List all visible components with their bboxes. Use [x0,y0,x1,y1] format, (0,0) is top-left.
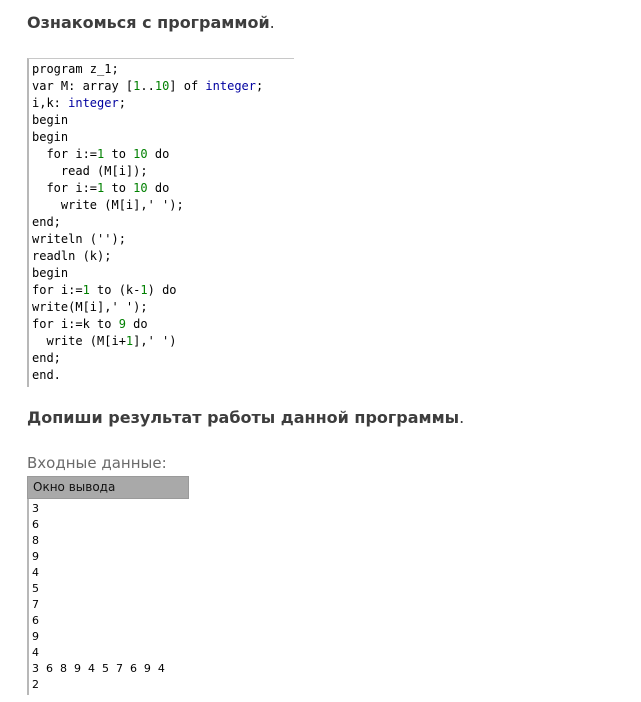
output-line: 9 [32,630,39,643]
intro-heading-dot: . [269,13,275,32]
code-line: end; [32,215,61,229]
output-line: 4 [32,566,39,579]
code-line: writeln (''); [32,232,126,246]
task-heading-dot: . [459,408,465,427]
output-line: 2 [32,678,39,691]
output-line: 6 [32,518,39,531]
output-line: 7 [32,598,39,611]
code-listing [27,58,294,387]
output-window-header [27,476,189,499]
code-line: begin [32,266,69,280]
output-line: 9 [32,550,39,563]
task-heading [27,408,464,427]
code-line: end; [32,351,61,365]
output-window-body [27,499,191,695]
code-line: for i:=k to 9 do [32,317,148,331]
code-line: read (M[i]); [32,164,148,178]
task-heading-text: Допиши результат работы данной программы [27,408,460,427]
intro-heading-text: Ознакомься с программой [27,13,270,32]
code-line: var M: array [1..10] of integer; [32,79,264,93]
output-line: 3 6 8 9 4 5 7 6 9 4 [32,662,165,675]
code-line: begin [32,113,69,127]
code-line: program z_1; [32,62,119,76]
code-line: begin [32,130,69,144]
output-line: 6 [32,614,39,627]
output-line: 5 [32,582,39,595]
code-line: for i:=1 to 10 do [32,181,170,195]
code-line: write (M[i],' '); [32,198,184,212]
output-line: 4 [32,646,39,659]
code-line: i,k: integer; [32,96,126,110]
output-line: 8 [32,534,39,547]
code-line: write (M[i+1],' ') [32,334,177,348]
code-line: for i:=1 to 10 do [32,147,170,161]
code-line: for i:=1 to (k-1) do [32,283,177,297]
input-data-label: Входные данные: [27,454,167,472]
code-line: write(M[i],' '); [32,300,148,314]
output-window-title: Окно вывода [33,480,116,494]
code-line: end. [32,368,61,382]
intro-heading [27,13,275,32]
output-line: 3 [32,502,39,515]
code-line: readln (k); [32,249,112,263]
